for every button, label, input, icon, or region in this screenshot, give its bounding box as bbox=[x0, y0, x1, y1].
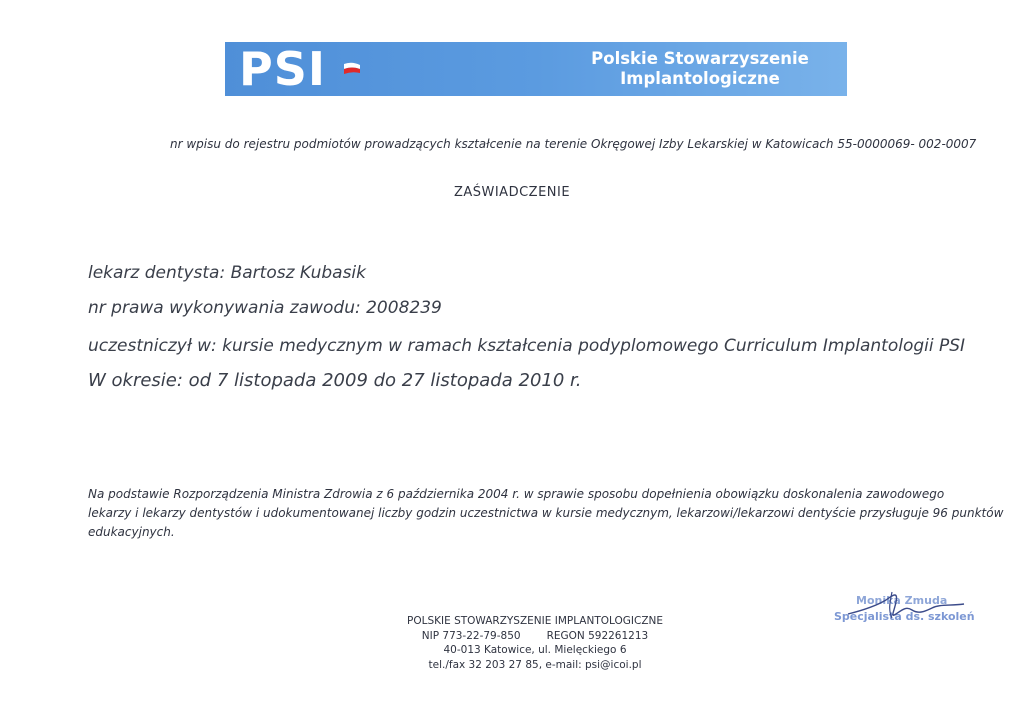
course-period: W okresie: od 7 listopada 2009 do 27 listopada 2010 r. bbox=[88, 370, 582, 391]
footer-nip: NIP 773-22-79-850 bbox=[421, 629, 521, 642]
footer-street: 40-013 Katowice, ul. Mielęckiego 6 bbox=[443, 644, 627, 656]
footer-regon: REGON 592261213 bbox=[546, 629, 649, 642]
stamp-role: Specjalista ds. szkoleń bbox=[834, 610, 975, 623]
dentist-name: lekarz dentysta: Bartosz Kubasik bbox=[88, 263, 367, 283]
course-participation: uczestniczył w: kursie medycznym w ramach kształcenia podyplomowego Curriculum Implantologii PSI bbox=[88, 336, 966, 356]
organization-name-line2: Implantologiczne bbox=[620, 69, 780, 88]
legal-basis-paragraph bbox=[88, 485, 1004, 542]
psi-logo: PSI bbox=[239, 42, 326, 96]
footer-ids bbox=[385, 629, 685, 644]
header-banner bbox=[225, 42, 847, 96]
license-number: nr prawa wykonywania zawodu: 2008239 bbox=[88, 298, 442, 318]
legal-basis-line: Na podstawie Rozporządzenia Ministra Zdrowia z 6 października 2004 r. w sprawie sposobu dopełnienia obowiązku doskonalenia zawodowego bbox=[88, 487, 945, 501]
footer-org-name: POLSKIE STOWARZYSZENIE IMPLANTOLOGICZNE bbox=[407, 615, 663, 627]
footer-address bbox=[385, 614, 685, 672]
document-title: ZAŚWIADCZENIE bbox=[453, 185, 571, 200]
organization-name bbox=[565, 49, 835, 89]
legal-basis-line: edukacyjnych. bbox=[88, 525, 175, 539]
signature-stamp bbox=[826, 588, 976, 638]
handwritten-signature-icon bbox=[846, 588, 976, 628]
stamp-name: Monika Zmuda bbox=[856, 594, 948, 607]
flag-icon bbox=[343, 62, 361, 76]
organization-name-line1: Polskie Stowarzyszenie bbox=[591, 49, 809, 68]
legal-basis-line: lekarzy i lekarzy dentystów i udokumentowanej liczby godzin uczestnictwa w kursie medycznym, lekarzowi/lekarzowi dentyście przysługuje 96 punktów bbox=[88, 506, 1004, 520]
footer-contact: tel./fax 32 203 27 85, e-mail: psi@icoi.pl bbox=[428, 658, 642, 671]
registry-number: nr wpisu do rejestru podmiotów prowadzących kształcenie na terenie Okręgowej Izby Lekarskiej w Katowicach 55-0000069- 002-0007 bbox=[170, 137, 977, 151]
